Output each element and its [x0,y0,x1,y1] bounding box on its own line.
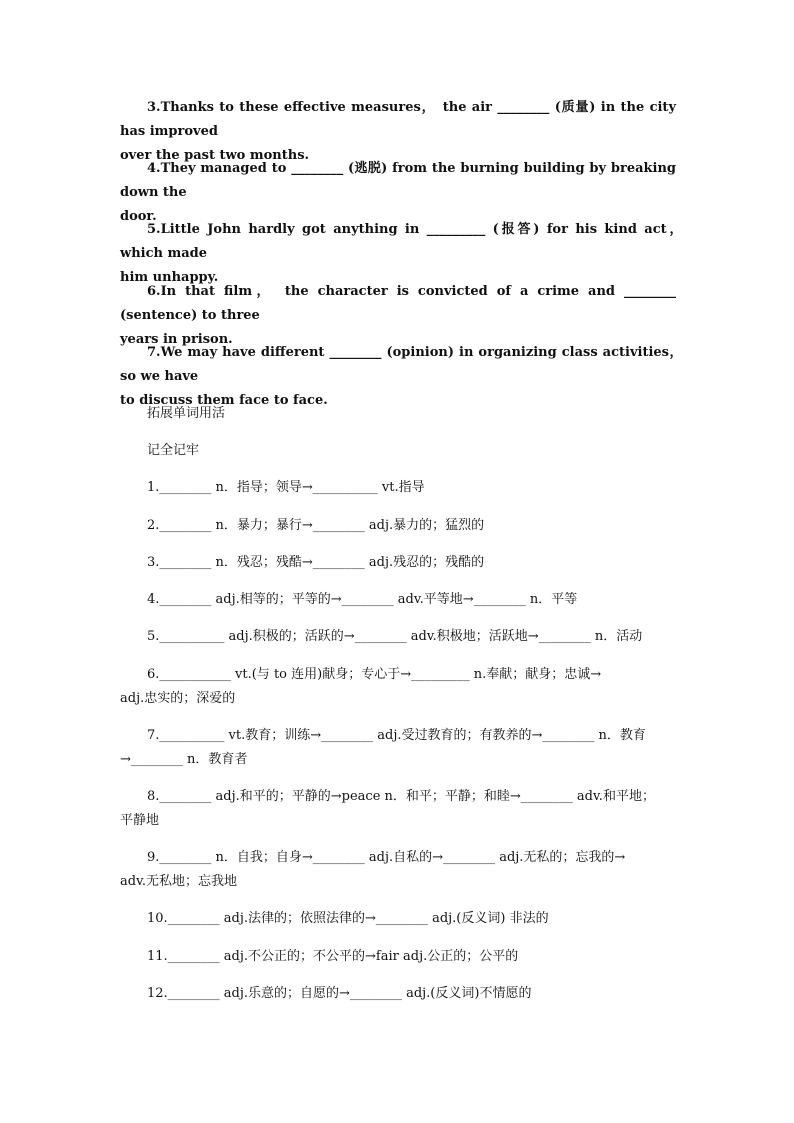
exercise-6-line2: years in prison. [120,332,233,347]
exercise-7-line2: to discuss them face to face. [120,393,328,408]
vocab-item-10: 10.________ adj.法律的；依照法律的→________ adj.(反义词) 非法的 [147,911,549,926]
exercise-7-line1: 7.We may have different ________ (opinion) in organizing class activities， so we have [120,345,690,384]
subsection-title: 记全记牢 [147,443,200,458]
vocab-item-4: 4.________ adj.相等的；平等的→________ adv.平等地→________ n．平等 [147,592,578,607]
exercise-4-line2: door. [120,209,157,224]
vocab-item-8-line2: 平静地 [120,813,160,828]
exercise-3-line1: 3.Thanks to these effective measures， the air ________ (质量) in the city has improved [120,100,676,139]
vocab-item-3: 3.________ n．残忍；残酷→________ adj.残忍的；残酷的 [147,555,485,570]
vocab-item-9-line2: adv.无私地；忘我地 [120,874,238,889]
exercise-4-line1: 4.They managed to ________ (逃脱) from the burning building by breaking down the [120,161,676,200]
exercise-3-line2: over the past two months. [120,148,310,163]
vocab-item-6-line2: adj.忠实的；深爱的 [120,691,236,706]
vocab-item-6-line1: 6.___________ vt.(与 to 连用)献身；专心于→_________ n.奉献；献身；忠诚→ [147,667,602,682]
vocab-item-12: 12.________ adj.乐意的；自愿的→________ adj.(反义词)不情愿的 [147,986,532,1001]
vocab-item-9-line1: 9.________ n．自我；自身→________ adj.自私的→________ adj.无私的；忘我的→ [147,850,626,865]
exercise-7 [120,341,690,413]
vocab-item-5: 5.__________ adj.积极的；活跃的→________ adv.积极地；活跃地→________ n．活动 [147,629,643,644]
vocab-item-8-line1: 8.________ adj.和平的；平静的→peace n．和平；平静；和睦→________ adv.和平地； [147,789,655,804]
vocab-item-11: 11.________ adj.不公正的；不公平的→fair adj.公正的；公平的 [147,949,519,964]
vocab-item-1: 1.________ n．指导；领导→__________ vt.指导 [147,480,425,495]
exercise-5-line1: 5.Little John hardly got anything in _________ (报答) for his kind act， which made [120,222,690,261]
vocab-item-2: 2.________ n．暴力；暴行→________ adj.暴力的；猛烈的 [147,518,485,533]
exercise-5-line2: him unhappy. [120,270,219,285]
vocab-item-7-line1: 7.__________ vt.教育；训练→________ adj.受过教育的；有教养的→________ n．教育 [147,728,646,743]
vocab-item-7-line2: →________ n．教育者 [120,752,248,767]
section-title: 拓展单词用活 [147,406,226,421]
exercise-6-line1: 6.In that film， the character is convicted of a crime and ________ (sentence) to three [120,284,676,323]
